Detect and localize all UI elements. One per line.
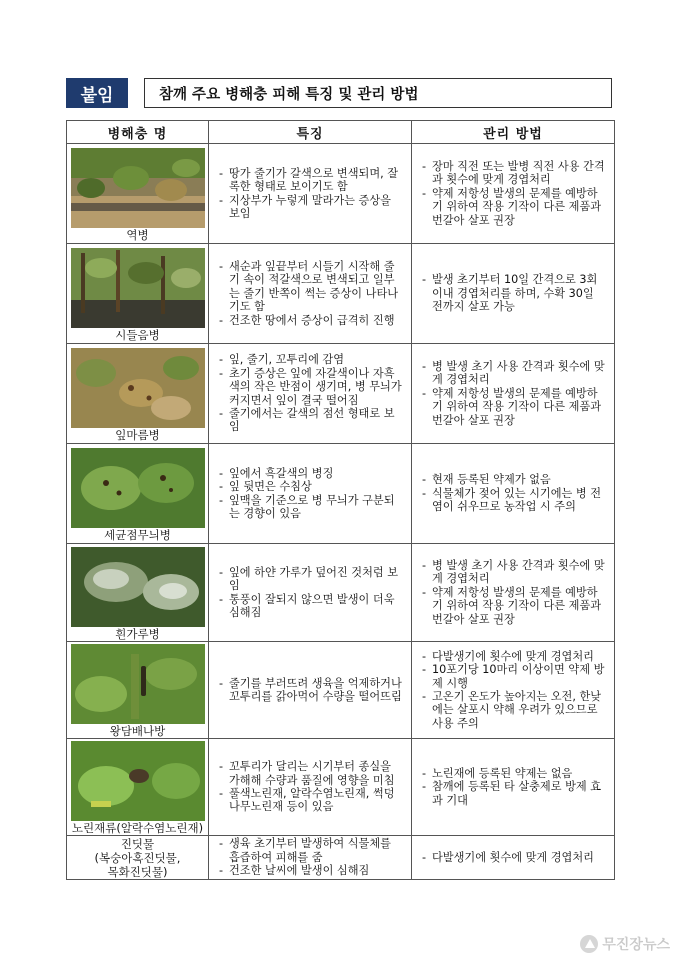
features-cell [209, 444, 412, 544]
table-header-row [67, 121, 615, 144]
pest-cell [67, 739, 209, 836]
pest-name-line: 진딧물 [120, 836, 155, 851]
feature-item: - 땅가 줄기가 갈색으로 변색되며, 잘록한 형태로 보이기도 함 [219, 167, 405, 194]
bacterial-spot-photo [71, 448, 205, 528]
pest-name: 왕담배나방 [109, 724, 166, 738]
management-item: - 약제 저항성 발생의 문제를 예방하기 위하여 작용 기작이 다른 제품과 번갈아 살포 권장 [422, 586, 608, 626]
powdery-mildew-photo [71, 547, 205, 627]
pest-name: 흰가루병 [115, 626, 160, 641]
table-row [67, 444, 615, 544]
management-item: - 노린재에 등록된 약제는 없음 [422, 767, 608, 780]
pest-name: 노린재류(알락수염노린재) [71, 821, 204, 835]
features-cell [209, 836, 412, 880]
document-title: 참깨 주요 병해충 피해 특징 및 관리 방법 [144, 78, 612, 108]
feature-item: - 잎에 하얀 가루가 덮어진 것처럼 보임 [219, 566, 405, 593]
pest-cell [67, 642, 209, 739]
logo-icon [580, 935, 598, 953]
feature-item: - 건조한 땅에서 증상이 급격히 진행 [219, 314, 405, 327]
feature-item: - 잎, 줄기, 꼬투리에 감염 [219, 353, 405, 366]
feature-item: - 꼬투리가 달리는 시기부터 종실을 가해해 수량과 품질에 영향을 미침 [219, 760, 405, 787]
feature-item: - 새순과 잎끝부터 시들기 시작해 줄기 속이 적갈색으로 변색되고 일부는 줄기 반쪽이 썩는 증상이 나타나기도 함 [219, 260, 405, 314]
table-row [67, 144, 615, 244]
col-header-features: 특징 [209, 121, 412, 144]
management-item: - 다발생기에 횟수에 맞게 경엽처리 [422, 851, 608, 864]
management-item: - 장마 직전 또는 발병 직전 사용 간격과 횟수에 맞게 경엽처리 [422, 160, 608, 187]
features-cell [209, 544, 412, 642]
features-cell [209, 244, 412, 344]
table-row [67, 739, 615, 836]
features-cell [209, 642, 412, 739]
attachment-badge: 붙임 [66, 78, 128, 108]
feature-item: - 잎에서 흑갈색의 병징 [219, 467, 405, 480]
pest-name: 시들음병 [115, 327, 160, 342]
table-row [67, 544, 615, 642]
management-item: - 발생 초기부터 10일 간격으로 3회 이내 경엽처리를 하며, 수확 30일 전까지 살포 가능 [422, 273, 608, 313]
pest-cell [67, 244, 209, 344]
management-cell [412, 444, 615, 544]
caterpillar-photo [71, 644, 205, 724]
features-cell [209, 144, 412, 244]
pest-name: 세균점무늬병 [104, 527, 171, 542]
wilting-stems-photo [71, 248, 205, 328]
table-row [67, 642, 615, 739]
leaf-blight-photo [71, 348, 205, 428]
col-header-management: 관리 방법 [412, 121, 615, 144]
feature-item: - 지상부가 누렇게 말라가는 증상을 보임 [219, 194, 405, 221]
pest-name: 역병 [126, 227, 149, 242]
pest-cell [67, 444, 209, 544]
management-item: - 현재 등록된 약제가 없음 [422, 473, 608, 486]
management-cell [412, 244, 615, 344]
pest-table [66, 120, 615, 880]
feature-item: - 통풍이 잘되지 않으면 발생이 더욱 심해짐 [219, 593, 405, 620]
management-item: - 식물체가 젖어 있는 시기에는 병 전염이 쉬우므로 농작업 시 주의 [422, 487, 608, 514]
feature-item: - 줄기에서는 갈색의 점선 형태로 보임 [219, 407, 405, 434]
col-header-pest: 병해충 명 [67, 121, 209, 144]
feature-item: - 초기 증상은 잎에 자갈색이나 자흑색의 작은 반점이 생기며, 병 무늬가 커지면서 잎이 결국 떨어짐 [219, 367, 405, 407]
table-row [67, 836, 615, 880]
table-row [67, 344, 615, 444]
pest-name-line: 목화진딧물) [107, 864, 168, 879]
feature-item: - 풀색노린재, 알락수염노린재, 썩덩나무노린재 등이 있음 [219, 787, 405, 814]
management-cell [412, 836, 615, 880]
pest-cell [67, 544, 209, 642]
pest-cell [67, 144, 209, 244]
management-item: - 병 발생 초기 사용 간격과 횟수에 맞게 경엽처리 [422, 360, 608, 387]
management-item: - 병 발생 초기 사용 간격과 횟수에 맞게 경엽처리 [422, 559, 608, 586]
watermark [580, 934, 670, 954]
management-item: - 약제 저항성 발생의 문제를 예방하기 위하여 작용 기작이 다른 제품과 번갈아 살포 권장 [422, 187, 608, 227]
pest-name-line: (복숭아혹진딧물, [94, 850, 181, 865]
management-cell [412, 642, 615, 739]
management-cell [412, 144, 615, 244]
management-item: - 약제 저항성 발생의 문제를 예방하기 위하여 작용 기작이 다른 제품과 번갈아 살포 권장 [422, 387, 608, 427]
management-item: - 참깨에 등록된 타 살충제로 방제 효과 기대 [422, 780, 608, 807]
header [66, 78, 614, 108]
feature-item: - 줄기를 부러뜨려 생육을 억제하거나 꼬투리를 갉아먹어 수량을 떨어뜨림 [219, 677, 405, 704]
watermark-text: 무진장뉴스 [602, 937, 670, 953]
feature-item: - 생육 초기부터 발생하여 식물체를 흡즙하여 피해를 줌 [219, 837, 405, 864]
stink-bug-photo [71, 741, 205, 821]
pest-name: 잎마름병 [115, 427, 160, 442]
pest-cell [67, 344, 209, 444]
wilted-plants-photo [71, 148, 205, 228]
pest-cell [67, 836, 209, 880]
feature-item: - 잎맥을 기준으로 병 무늬가 구분되는 경향이 있음 [219, 494, 405, 521]
feature-item: - 건조한 날씨에 발생이 심해짐 [219, 864, 405, 877]
features-cell [209, 739, 412, 836]
management-item: - 다발생기에 횟수에 맞게 경엽처리 [422, 650, 608, 663]
management-cell [412, 344, 615, 444]
management-item: - 10포기당 10마리 이상이면 약제 방제 시행 [422, 663, 608, 690]
features-cell [209, 344, 412, 444]
management-cell [412, 739, 615, 836]
feature-item: - 잎 뒷면은 수침상 [219, 480, 405, 493]
table-row [67, 244, 615, 344]
management-item: - 고온기 온도가 높아지는 오전, 한낮에는 살포시 약해 우려가 있으므로 사용 주의 [422, 690, 608, 730]
management-cell [412, 544, 615, 642]
